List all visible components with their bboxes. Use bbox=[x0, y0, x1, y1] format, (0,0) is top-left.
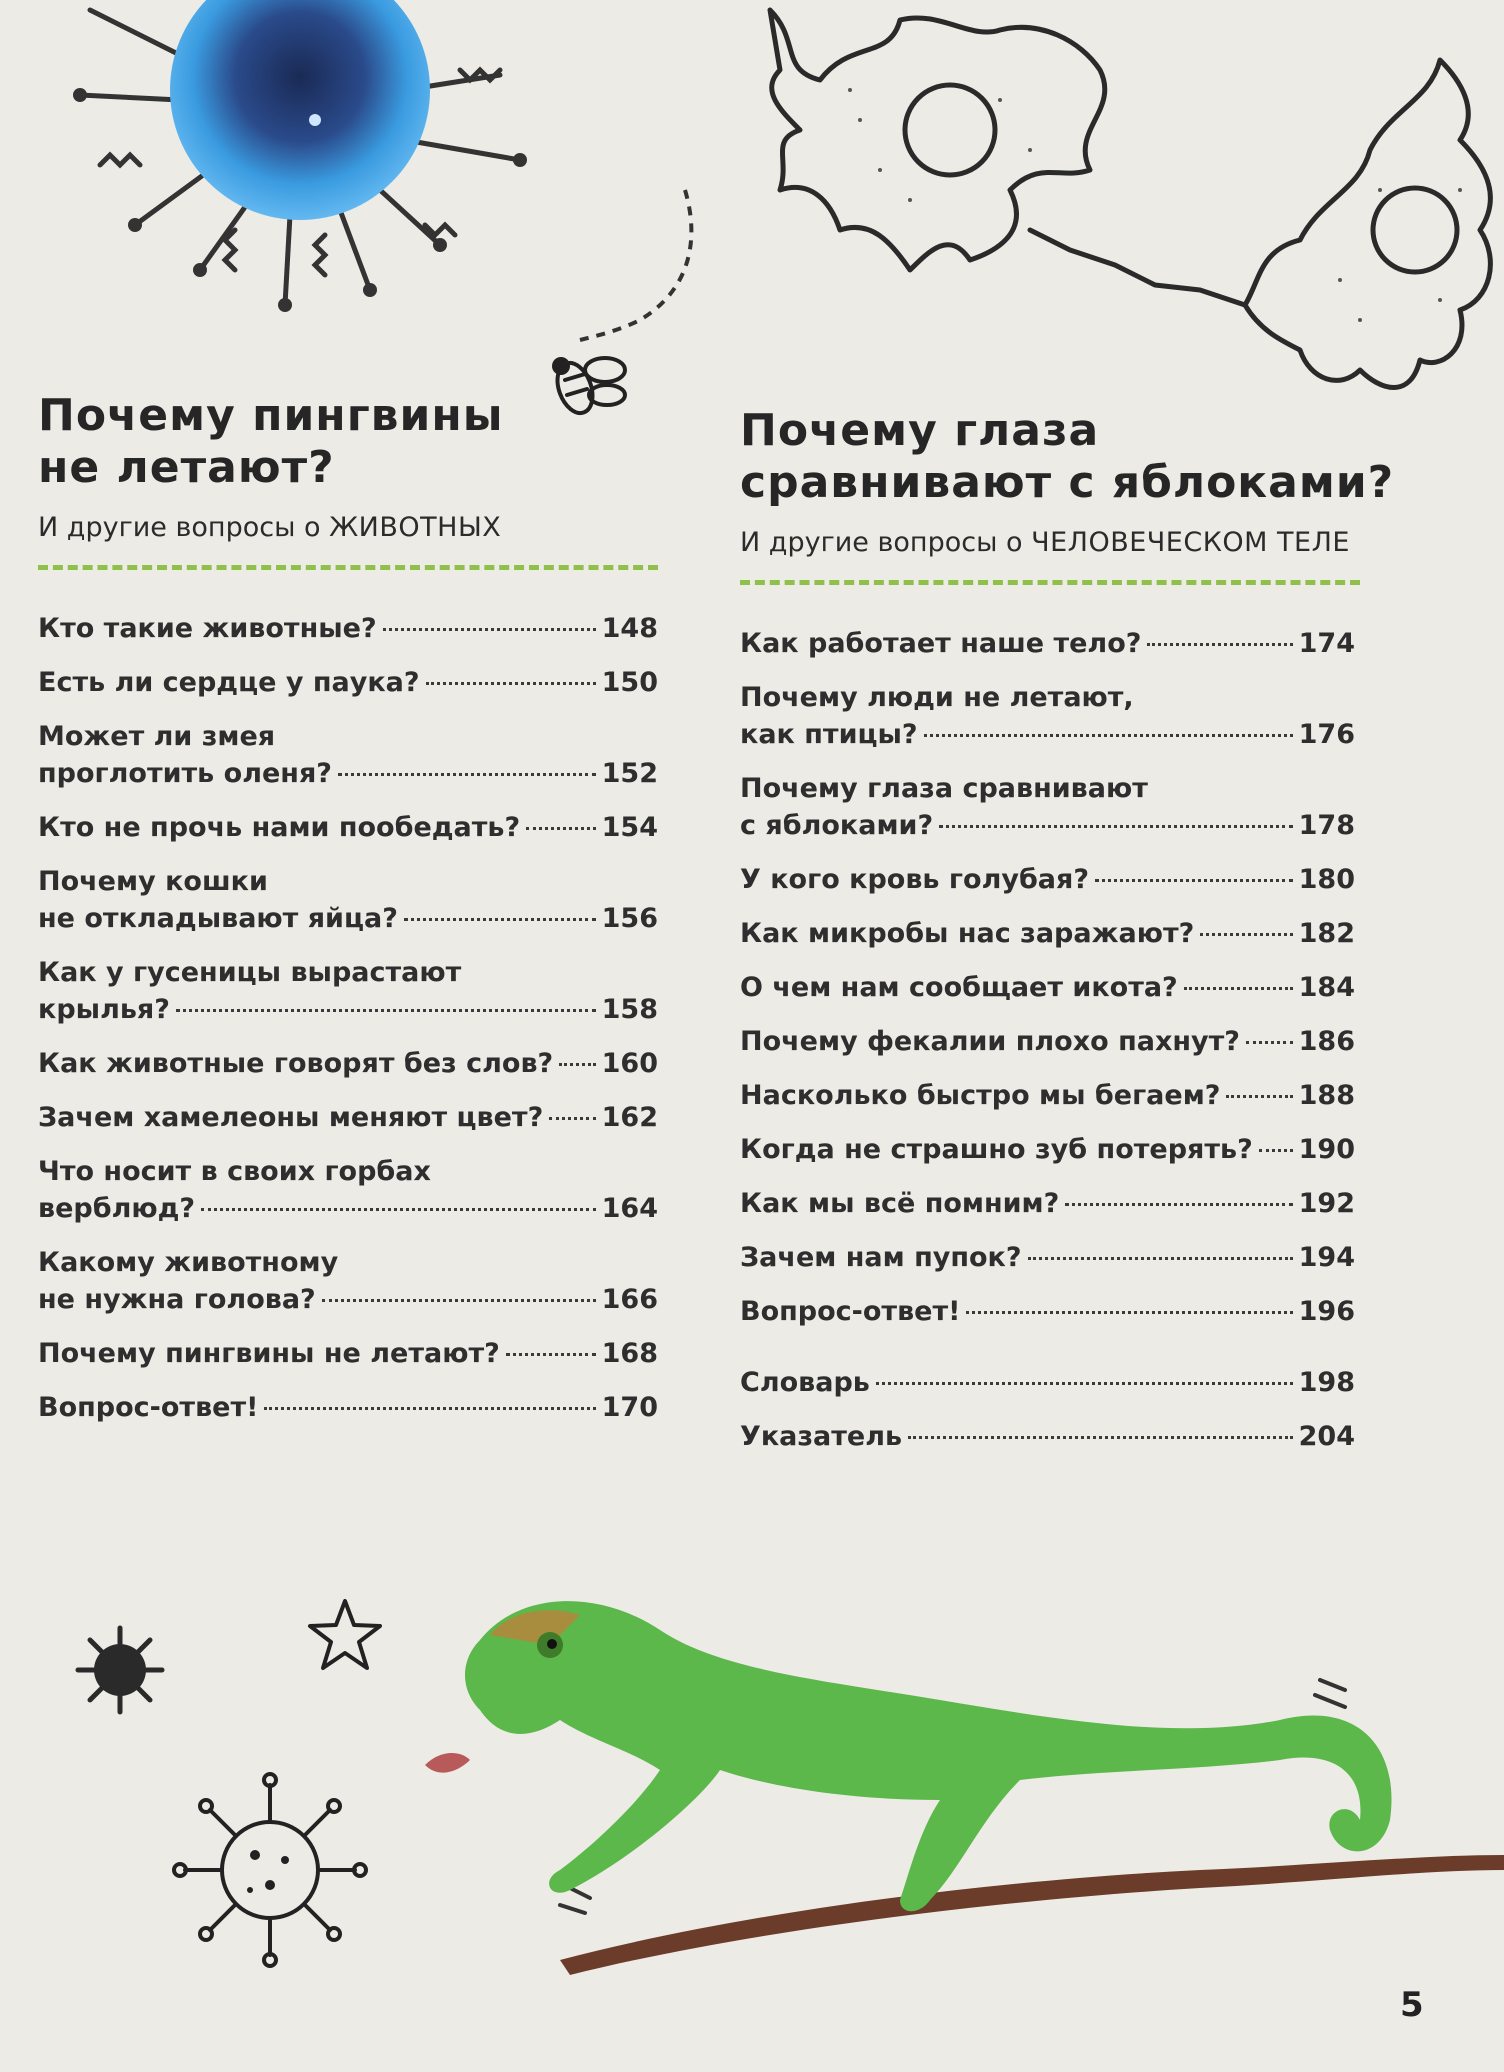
toc-entry-line bbox=[740, 1077, 1355, 1114]
toc-leader-dots bbox=[264, 1407, 595, 1410]
toc-entry-page: 156 bbox=[601, 903, 658, 934]
toc-entry bbox=[740, 1077, 1355, 1114]
toc-entry-page: 188 bbox=[1298, 1080, 1355, 1111]
toc-leader-dots bbox=[338, 773, 596, 776]
toc-entry-page: 166 bbox=[601, 1284, 658, 1315]
toc-entry bbox=[740, 1293, 1355, 1330]
toc-entry-title: Словарь bbox=[740, 1367, 870, 1398]
left-subtitle-prefix: И другие вопросы о bbox=[38, 512, 321, 543]
toc-entry-page: 148 bbox=[601, 613, 658, 644]
toc-entry-title: Почему фекалии плохо пахнут? bbox=[740, 1026, 1240, 1057]
toc-entry-page: 204 bbox=[1298, 1421, 1355, 1452]
toc-entry-line bbox=[38, 1099, 658, 1136]
page-number: 5 bbox=[1400, 1985, 1424, 2025]
toc-entry-line bbox=[38, 900, 658, 937]
right-title-line2: сравнивают с яблоками? bbox=[740, 457, 1395, 508]
toc-leader-dots bbox=[559, 1063, 595, 1066]
toc-entry-line bbox=[740, 1364, 1355, 1401]
toc-entry-title: Зачем хамелеоны меняют цвет? bbox=[38, 1102, 544, 1133]
toc-entry bbox=[740, 770, 1355, 844]
right-divider bbox=[740, 580, 1360, 585]
toc-leader-dots bbox=[383, 628, 596, 631]
toc-entry bbox=[740, 1023, 1355, 1060]
toc-entry-line bbox=[740, 625, 1355, 662]
toc-entry bbox=[740, 861, 1355, 898]
toc-entry-page: 186 bbox=[1298, 1026, 1355, 1057]
toc-entry-title-line2: верблюд? bbox=[38, 1193, 196, 1224]
toc-entry-title: Как работает наше тело? bbox=[740, 628, 1142, 659]
toc-entry-line bbox=[740, 861, 1355, 898]
right-extras bbox=[740, 1364, 1355, 1455]
flight-path bbox=[560, 180, 710, 360]
right-section-title bbox=[740, 405, 1395, 509]
toc-entry-title-line2: крылья? bbox=[38, 994, 170, 1025]
toc-entry bbox=[740, 1364, 1355, 1401]
toc-entry-page: 164 bbox=[601, 1193, 658, 1224]
toc-entry-title: У кого кровь голубая? bbox=[740, 864, 1090, 895]
toc-leader-dots bbox=[1184, 987, 1293, 990]
toc-leader-dots bbox=[1226, 1095, 1292, 1098]
toc-leader-dots bbox=[876, 1382, 1293, 1385]
toc-entry-page: 152 bbox=[601, 758, 658, 789]
toc-entry-line bbox=[740, 1185, 1355, 1222]
toc-entry bbox=[38, 610, 658, 647]
toc-entry-line bbox=[38, 1045, 658, 1082]
toc-entry-title: Когда не страшно зуб потерять? bbox=[740, 1134, 1253, 1165]
toc-leader-dots bbox=[1095, 879, 1293, 882]
toc-entry bbox=[38, 664, 658, 701]
left-section-subtitle bbox=[38, 512, 663, 543]
toc-entry bbox=[38, 863, 658, 937]
toc-entry-line bbox=[740, 1131, 1355, 1168]
toc-leader-dots bbox=[426, 682, 596, 685]
toc-entry-page: 178 bbox=[1298, 810, 1355, 841]
right-section-subtitle bbox=[740, 527, 1360, 558]
toc-entry-line bbox=[38, 664, 658, 701]
toc-entry-title-line2: с яблоками? bbox=[740, 810, 934, 841]
toc-leader-dots bbox=[201, 1208, 596, 1211]
toc-entry bbox=[740, 679, 1355, 753]
left-subtitle-topic: ЖИВОТНЫХ bbox=[329, 512, 502, 543]
toc-leader-dots bbox=[908, 1436, 1293, 1439]
toc-entry-title: Указатель bbox=[740, 1421, 903, 1452]
toc-entry-title: Кто такие животные? bbox=[38, 613, 377, 644]
toc-entry-title: Вопрос-ответ! bbox=[740, 1296, 961, 1327]
toc-entry-title: Кто не прочь нами пообедать? bbox=[38, 812, 521, 843]
toc-entry bbox=[740, 1131, 1355, 1168]
toc-leader-dots bbox=[176, 1009, 596, 1012]
toc-entry bbox=[38, 718, 658, 792]
toc-entry-line bbox=[740, 1293, 1355, 1330]
star-icon bbox=[305, 1595, 385, 1675]
virus-icon bbox=[70, 1620, 170, 1720]
right-subtitle-topic: ЧЕЛОВЕЧЕСКОМ ТЕЛЕ bbox=[1031, 527, 1350, 558]
toc-entry-title-line1: Как у гусеницы вырастают bbox=[38, 957, 462, 988]
toc-entry-page: 192 bbox=[1298, 1188, 1355, 1219]
toc-entry-page: 170 bbox=[601, 1392, 658, 1423]
toc-entry-line bbox=[38, 991, 658, 1028]
toc-entry-page: 158 bbox=[601, 994, 658, 1025]
left-title-line2: не летают? bbox=[38, 442, 335, 493]
toc-leader-dots bbox=[322, 1299, 596, 1302]
toc-entry bbox=[740, 969, 1355, 1006]
toc-entry-line bbox=[740, 915, 1355, 952]
left-section bbox=[38, 390, 663, 1443]
toc-entry-line bbox=[740, 969, 1355, 1006]
toc-entry-page: 196 bbox=[1298, 1296, 1355, 1327]
toc-entry bbox=[740, 1185, 1355, 1222]
toc-entry-title-line2: проглотить оленя? bbox=[38, 758, 332, 789]
toc-entry-title: Насколько быстро мы бегаем? bbox=[740, 1080, 1221, 1111]
toc-entry-title-line2: как птицы? bbox=[740, 719, 918, 750]
toc-entry-line bbox=[38, 1281, 658, 1318]
toc-entry-page: 176 bbox=[1298, 719, 1355, 750]
right-subtitle-prefix: И другие вопросы о bbox=[740, 527, 1023, 558]
toc-entry-title: Как мы всё помним? bbox=[740, 1188, 1060, 1219]
right-section bbox=[740, 405, 1395, 1472]
toc-entry-page: 174 bbox=[1298, 628, 1355, 659]
toc-entry-title-line1: Что носит в своих горбах bbox=[38, 1156, 431, 1187]
left-divider bbox=[38, 565, 658, 570]
toc-entry bbox=[38, 1099, 658, 1136]
right-title-line1: Почему глаза bbox=[740, 405, 1100, 456]
toc-entry-title-line1: Почему кошки bbox=[38, 866, 268, 897]
toc-entry-line bbox=[740, 807, 1355, 844]
toc-entry bbox=[38, 1045, 658, 1082]
toc-entry-line bbox=[38, 809, 658, 846]
toc-entry-title: Как микробы нас заражают? bbox=[740, 918, 1195, 949]
toc-entry bbox=[38, 1244, 658, 1318]
toc-entry-line bbox=[38, 1335, 658, 1372]
toc-leader-dots bbox=[1147, 643, 1292, 646]
toc-entry bbox=[38, 1153, 658, 1227]
toc-leader-dots bbox=[939, 825, 1293, 828]
toc-entry-title: Как животные говорят без слов? bbox=[38, 1048, 554, 1079]
toc-entry bbox=[740, 1418, 1355, 1455]
toc-entry-page: 194 bbox=[1298, 1242, 1355, 1273]
toc-entry-page: 184 bbox=[1298, 972, 1355, 1003]
toc-entry-title-line1: Может ли змея bbox=[38, 721, 276, 752]
toc-entry-title: О чем нам сообщает икота? bbox=[740, 972, 1178, 1003]
toc-entry bbox=[38, 954, 658, 1028]
toc-leader-dots bbox=[924, 734, 1293, 737]
left-title-line1: Почему пингвины bbox=[38, 390, 504, 441]
right-toc bbox=[740, 625, 1355, 1330]
toc-entry-page: 168 bbox=[601, 1338, 658, 1369]
toc-leader-dots bbox=[1246, 1041, 1293, 1044]
toc-entry-page: 180 bbox=[1298, 864, 1355, 895]
toc-entry-line bbox=[740, 1023, 1355, 1060]
microbe-icon bbox=[60, 0, 560, 330]
toc-entry-page: 182 bbox=[1298, 918, 1355, 949]
toc-leader-dots bbox=[506, 1353, 596, 1356]
toc-entry-title-line1: Какому животному bbox=[38, 1247, 339, 1278]
toc-leader-dots bbox=[549, 1117, 595, 1120]
toc-leader-dots bbox=[526, 827, 595, 830]
toc-entry-title: Зачем нам пупок? bbox=[740, 1242, 1022, 1273]
toc-entry bbox=[740, 915, 1355, 952]
toc-entry-line bbox=[740, 1239, 1355, 1276]
toc-entry-line bbox=[38, 610, 658, 647]
neuron-icon bbox=[740, 0, 1504, 410]
left-section-title bbox=[38, 390, 663, 494]
toc-entry bbox=[740, 1239, 1355, 1276]
toc-entry-line bbox=[740, 716, 1355, 753]
toc-entry-line bbox=[38, 755, 658, 792]
toc-entry-line bbox=[740, 1418, 1355, 1455]
toc-entry-page: 190 bbox=[1298, 1134, 1355, 1165]
toc-entry-title: Есть ли сердце у паука? bbox=[38, 667, 420, 698]
toc-entry-page: 198 bbox=[1298, 1367, 1355, 1398]
toc-leader-dots bbox=[1200, 933, 1292, 936]
left-toc bbox=[38, 610, 658, 1426]
toc-leader-dots bbox=[1028, 1257, 1293, 1260]
virus-outline-icon bbox=[170, 1770, 370, 1970]
toc-entry-page: 160 bbox=[601, 1048, 658, 1079]
toc-entry-page: 162 bbox=[601, 1102, 658, 1133]
toc-entry-title-line2: не откладывают яйца? bbox=[38, 903, 398, 934]
toc-entry-title-line1: Почему люди не летают, bbox=[740, 682, 1134, 713]
toc-entry bbox=[38, 809, 658, 846]
toc-entry-title: Вопрос-ответ! bbox=[38, 1392, 259, 1423]
toc-leader-dots bbox=[404, 918, 596, 921]
toc-entry bbox=[38, 1389, 658, 1426]
chameleon-icon bbox=[400, 1570, 1504, 1990]
toc-entry-title-line1: Почему глаза сравнивают bbox=[740, 773, 1148, 804]
toc-entry-page: 154 bbox=[601, 812, 658, 843]
toc-entry-line bbox=[38, 1389, 658, 1426]
toc-leader-dots bbox=[1259, 1149, 1293, 1152]
toc-entry-line bbox=[38, 1190, 658, 1227]
toc-entry-title-line2: не нужна голова? bbox=[38, 1284, 316, 1315]
toc-entry-title: Почему пингвины не летают? bbox=[38, 1338, 500, 1369]
toc-entry-page: 150 bbox=[601, 667, 658, 698]
toc-entry bbox=[38, 1335, 658, 1372]
toc-entry bbox=[740, 625, 1355, 662]
toc-leader-dots bbox=[1065, 1203, 1292, 1206]
toc-leader-dots bbox=[966, 1311, 1292, 1314]
